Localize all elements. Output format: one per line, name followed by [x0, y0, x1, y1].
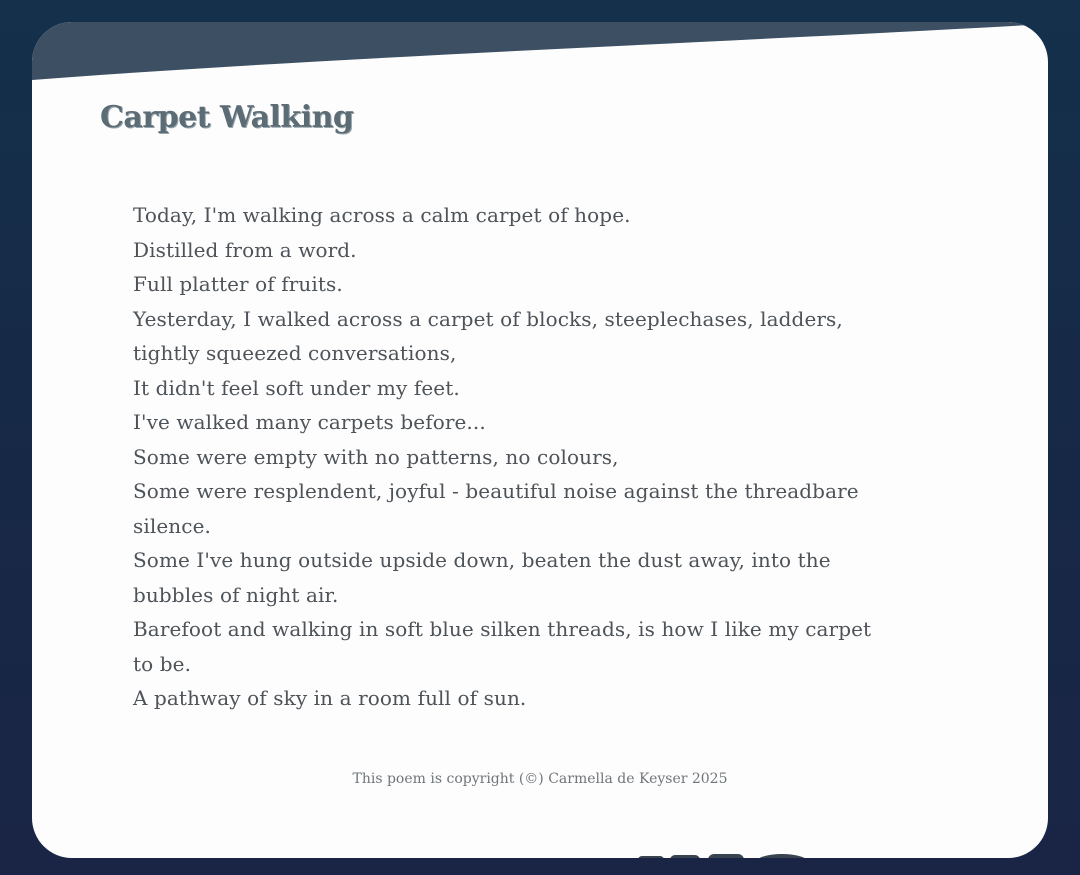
copyright-notice: This poem is copyright (©) Carmella de Keyser 2025 — [352, 771, 728, 787]
poem-line: to be. — [133, 651, 192, 676]
poem-title: Carpet Walking — [100, 100, 354, 135]
poem-line: Some were resplendent, joyful - beautiful noise against the threadbare — [133, 479, 859, 503]
poem-line: A pathway of sky in a room full of sun. — [133, 686, 527, 710]
poem-line: Some were empty with no patterns, no colours, — [133, 444, 619, 469]
poem-line: Yesterday, I walked across a carpet of blocks, steeplechases, ladders, — [133, 306, 843, 331]
poem-line: Some I've hung outside upside down, beaten the dust away, into the — [133, 548, 831, 572]
header-wave — [32, 22, 1048, 92]
poem-card — [32, 22, 1048, 858]
poem-line: tightly squeezed conversations, — [133, 341, 457, 365]
partial-footer-graphic — [520, 852, 810, 858]
poem-body — [133, 198, 923, 716]
poem-line: Distilled from a word. — [133, 237, 357, 262]
poem-line: Barefoot and walking in soft blue silken threads, is how I like my carpet — [133, 617, 872, 641]
poem-line: I've walked many carpets before... — [133, 410, 486, 434]
poem-line: Full platter of fruits. — [133, 272, 343, 296]
poem-line: It didn't feel soft under my feet. — [133, 375, 460, 400]
poem-line: Today, I'm walking across a calm carpet of hope. — [133, 203, 631, 227]
poem-line: bubbles of night air. — [133, 582, 339, 607]
poem-line: silence. — [133, 513, 211, 538]
